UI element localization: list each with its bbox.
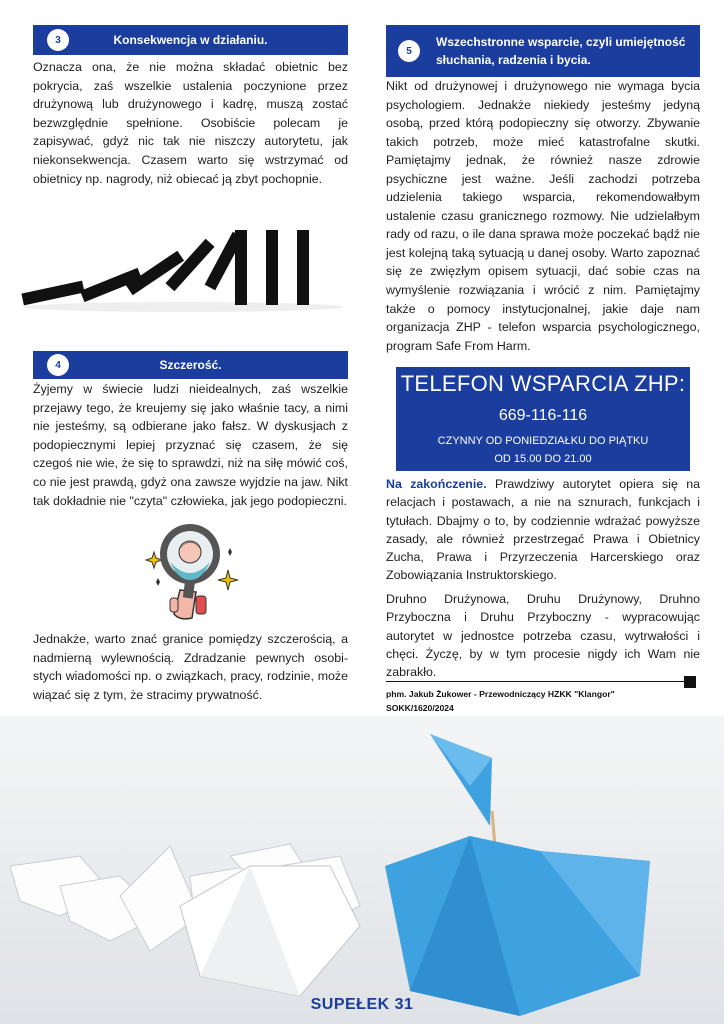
hotline-phone[interactable]: 669-116-116 — [498, 407, 588, 424]
section-3-title: Konsekwencja w działaniu. — [113, 33, 268, 47]
section-3-body: Oznacza ona, że nie można składać obietnic bez pokrycia, zaś wszelkie ustalenia poczynione przez drużynową lub drużynowego i kadrę, muszą zostać bezwzględnie spełnione. Osobiście polecam je zapisywać, gdyż nic tak nie niszczy autorytetu, jak niekonsekwencja. Czasem warto się wstrzymać od obietnicy np. nagrody, niż obiecać ją zbyt pochopnie. — [33, 60, 348, 186]
section-5-title-line-1: Wszechstronne wsparcie, czyli umiejętność — [436, 35, 686, 49]
conclusion-lead: Na zakończenie. — [386, 477, 487, 491]
section-5-title — [436, 33, 694, 69]
conclusion-text: Prawdziwy autorytet opiera się na relacjach i postawach, a nie na sznurach, funkcjach i tytułach. Dbajmy o to, by codziennie wdrażać powyższe zasady, ale również przestrzegać Prawa i Obietnicy Zucha, Prawa i Przyrzeczenia Harcerskiego oraz Zobowiązania Instruktorskiego. — [386, 477, 700, 583]
hotline-days: CZYNNY OD PONIEDZIAŁKU DO PIĄTKU — [437, 435, 649, 447]
section-4-title: Szczerość. — [159, 358, 222, 372]
section-5-body: Nikt od drużynowej i drużynowego nie wymaga bycia psychologiem. Jednakże niekiedy jesteśmy jedyną osobą, przed którą podopieczny się otworzy. Zbywanie takich potrzeb, może mieć katastrofalne skutki. Pamiętajmy jednak, że również nasze zdrowie psychiczne jest ważne. Jeśli zachodzi potrzeba udzielenia takiego wsparcia, rekomendowałbym ustalenie czasu granicznego rozmowy. Nie udzielałbym rady od razu, o ile dana sprawa może poczekać bądź nie jest kolejną taką sytuacją u danej osoby. Warto zapoznać się ze zwięzłym opisem sytuacji, dać sobie czas na wymyślenie rozwiązania i wrócić z nim. Pamiętajmy także o pomocy instytucjonalnej, jakie daje nam organizacja ZHP - telefon wsparcia psychologicznego, program Safe From Harm. — [386, 79, 700, 353]
section-5-header — [386, 25, 700, 77]
conclusion-body — [386, 475, 700, 585]
conclusion-body-2: Druhno Drużynowa, Druhu Drużynowy, Druhno Przyboczna i Druhu Przyboczny - wypracowując autorytet w jednostce potrzeba czasu, wytrwałości i chęci. Życzę, by w tym procesie nigdy ich Wam nie zabrakło. — [386, 592, 700, 680]
signature-author: phm. Jakub Żukower - Przewodniczący HZKK "Klangor" — [386, 689, 615, 699]
hotline-hours: OD 15.00 DO 21.00 — [494, 453, 592, 465]
section-4-header — [33, 351, 348, 379]
signature-square — [684, 676, 696, 688]
paper-boats-illustration — [0, 716, 724, 1024]
domino-illustration — [18, 225, 348, 315]
section-5-number: 5 — [398, 40, 420, 62]
section-4-body-2: Jednakże, warto znać granice pomiędzy szczerością, a nadmierną wylewnością. Zdradzanie pewnych osobi-stych wiadomości np. o związkach, pracy, rodzinie, może wiązać się z tym, że stracimy prywatność. — [33, 632, 348, 702]
magnifier-illustration — [140, 518, 240, 623]
hotline-box — [396, 367, 690, 471]
hotline-title: TELEFON WSPARCIA ZHP: — [400, 371, 686, 396]
section-5-title-line-2: słuchania, radzenia i bycia. — [436, 53, 591, 67]
footer-label: SUPEŁEK 31 — [310, 996, 414, 1013]
section-3-header — [33, 25, 348, 55]
section-3-number: 3 — [47, 29, 69, 51]
signature-ref: SOKK/1620/2024 — [386, 703, 454, 713]
signature-rule — [386, 681, 690, 682]
section-4-body: Żyjemy w świecie ludzi nieidealnych, zaś wszelkie przejawy tego, że kreujemy się jako właśnie tacy, a nimi nie jesteśmy, są odbierane jako fałsz. W dyskusjach z podopiecznymi lepiej przyznać się czasem, że się czegoś nie wie, że się to sprawdzi, niż na siłę mówić coś, co nie jest prawdą, gdyż ona zawsze wyjdzie na jaw. Nikt tak dokładnie nie "czyta" człowieka, jak jego podopieczni. — [33, 382, 348, 508]
section-4-number: 4 — [47, 354, 69, 376]
